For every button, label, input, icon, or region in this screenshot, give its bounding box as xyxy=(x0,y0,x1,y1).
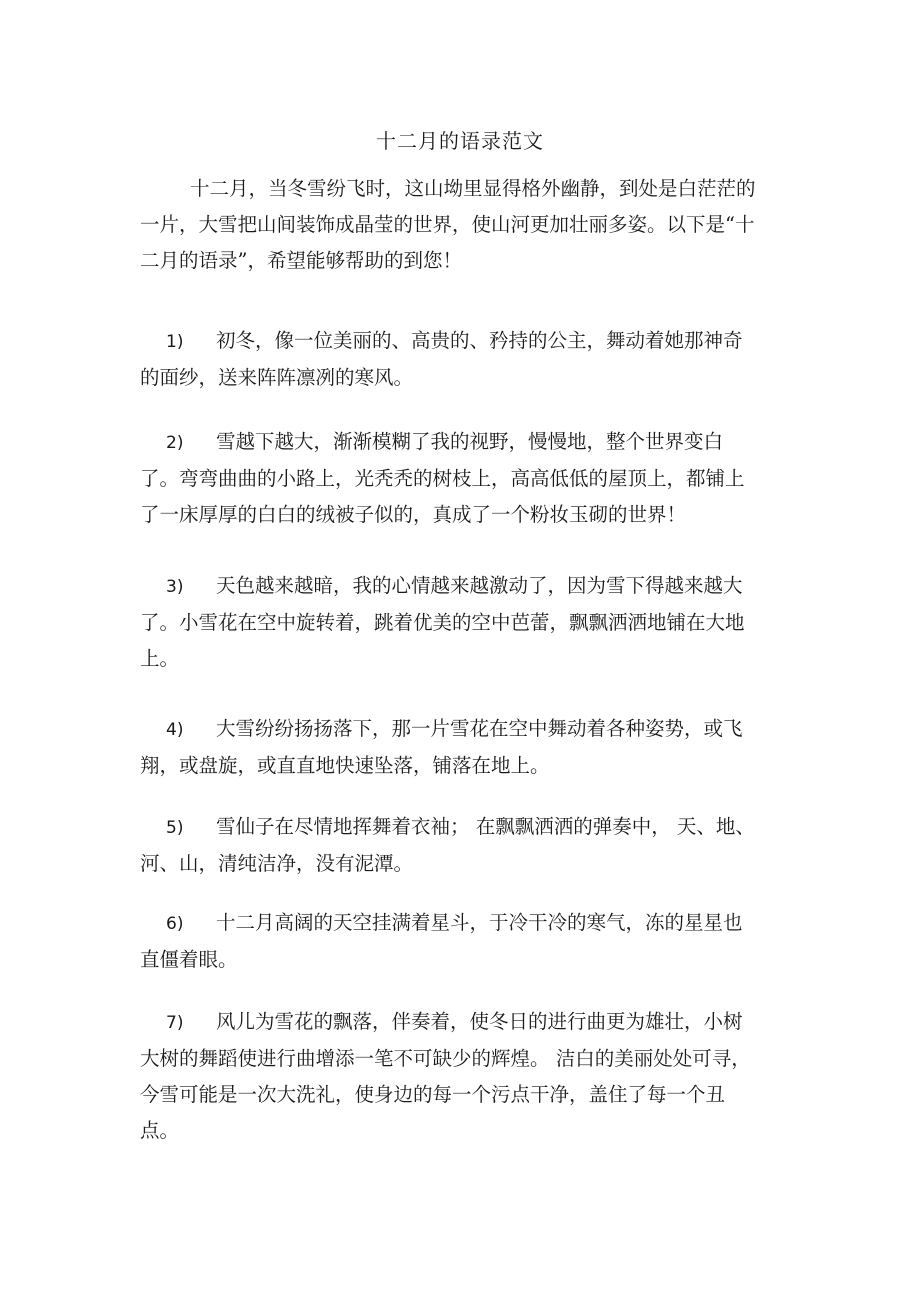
quote-item-2 xyxy=(140,424,760,533)
quote-number: 3) xyxy=(166,577,184,597)
quote-number: 5) xyxy=(166,818,184,838)
quote-item-1 xyxy=(140,323,760,396)
quote-text: 大雪纷纷扬扬落下，那一片雪花在空中舞动着各种姿势，或飞翔，或盘旋，或直直地快速坠落，铺落在地上。 xyxy=(140,717,743,777)
quote-text: 天色越来越暗，我的心情越来越激动了，因为雪下得越来越大了。小雪花在空中旋转着，跳着优美的空中芭蕾，飘飘洒洒地铺在大地上。 xyxy=(140,574,745,670)
intro-paragraph: 十二月，当冬雪纷飞时，这山坳里显得格外幽静，到处是白茫茫的一片，大雪把山间装饰成晶莹的世界，使山河更加壮丽多姿。以下是“十二月的语录”，希望能够帮助的到您！ xyxy=(140,177,756,272)
quote-item-6 xyxy=(140,905,760,978)
quote-text: 雪越下越大，渐渐模糊了我的视野，慢慢地，整个世界变白了。弯弯曲曲的小路上，光秃秃的树枝上，高高低低的屋顶上，都铺上了一床厚厚的白白的绒被子似的，真成了一个粉妆玉砌的世界！ xyxy=(140,430,745,526)
quote-text: 十二月高阔的天空挂满着星斗，于冷干冷的寒气，冻的星星也直僵着眼。 xyxy=(140,911,743,971)
document-title: 十二月的语录范文 xyxy=(376,129,544,153)
quote-number: 7) xyxy=(166,1013,184,1033)
quote-text: 风儿为雪花的飘落，伴奏着，使冬日的进行曲更为雄壮，小树大树的舞蹈使进行曲增添一笔不可缺少的辉煌。 洁白的美丽处处可寻，今雪可能是一次大洗礼，使身边的每一个污点干净，盖住了每一个丑点。 xyxy=(140,1010,751,1142)
quote-item-7 xyxy=(140,1004,760,1149)
quote-text: 雪仙子在尽情地挥舞着衣袖； 在飘飘洒洒的弹奏中， 天、地、河、山，清纯洁净，没有泥潭。 xyxy=(140,815,755,875)
quote-item-5 xyxy=(140,809,760,882)
quote-number: 2) xyxy=(166,433,184,453)
quote-item-4 xyxy=(140,711,760,784)
quote-item-3 xyxy=(140,568,760,677)
quote-number: 6) xyxy=(166,914,184,934)
quote-number: 4) xyxy=(166,720,184,740)
quote-number: 1) xyxy=(166,332,184,352)
quote-text: 初冬，像一位美丽的、高贵的、矜持的公主，舞动着她那神奇的面纱，送来阵阵凛冽的寒风。 xyxy=(140,329,743,389)
